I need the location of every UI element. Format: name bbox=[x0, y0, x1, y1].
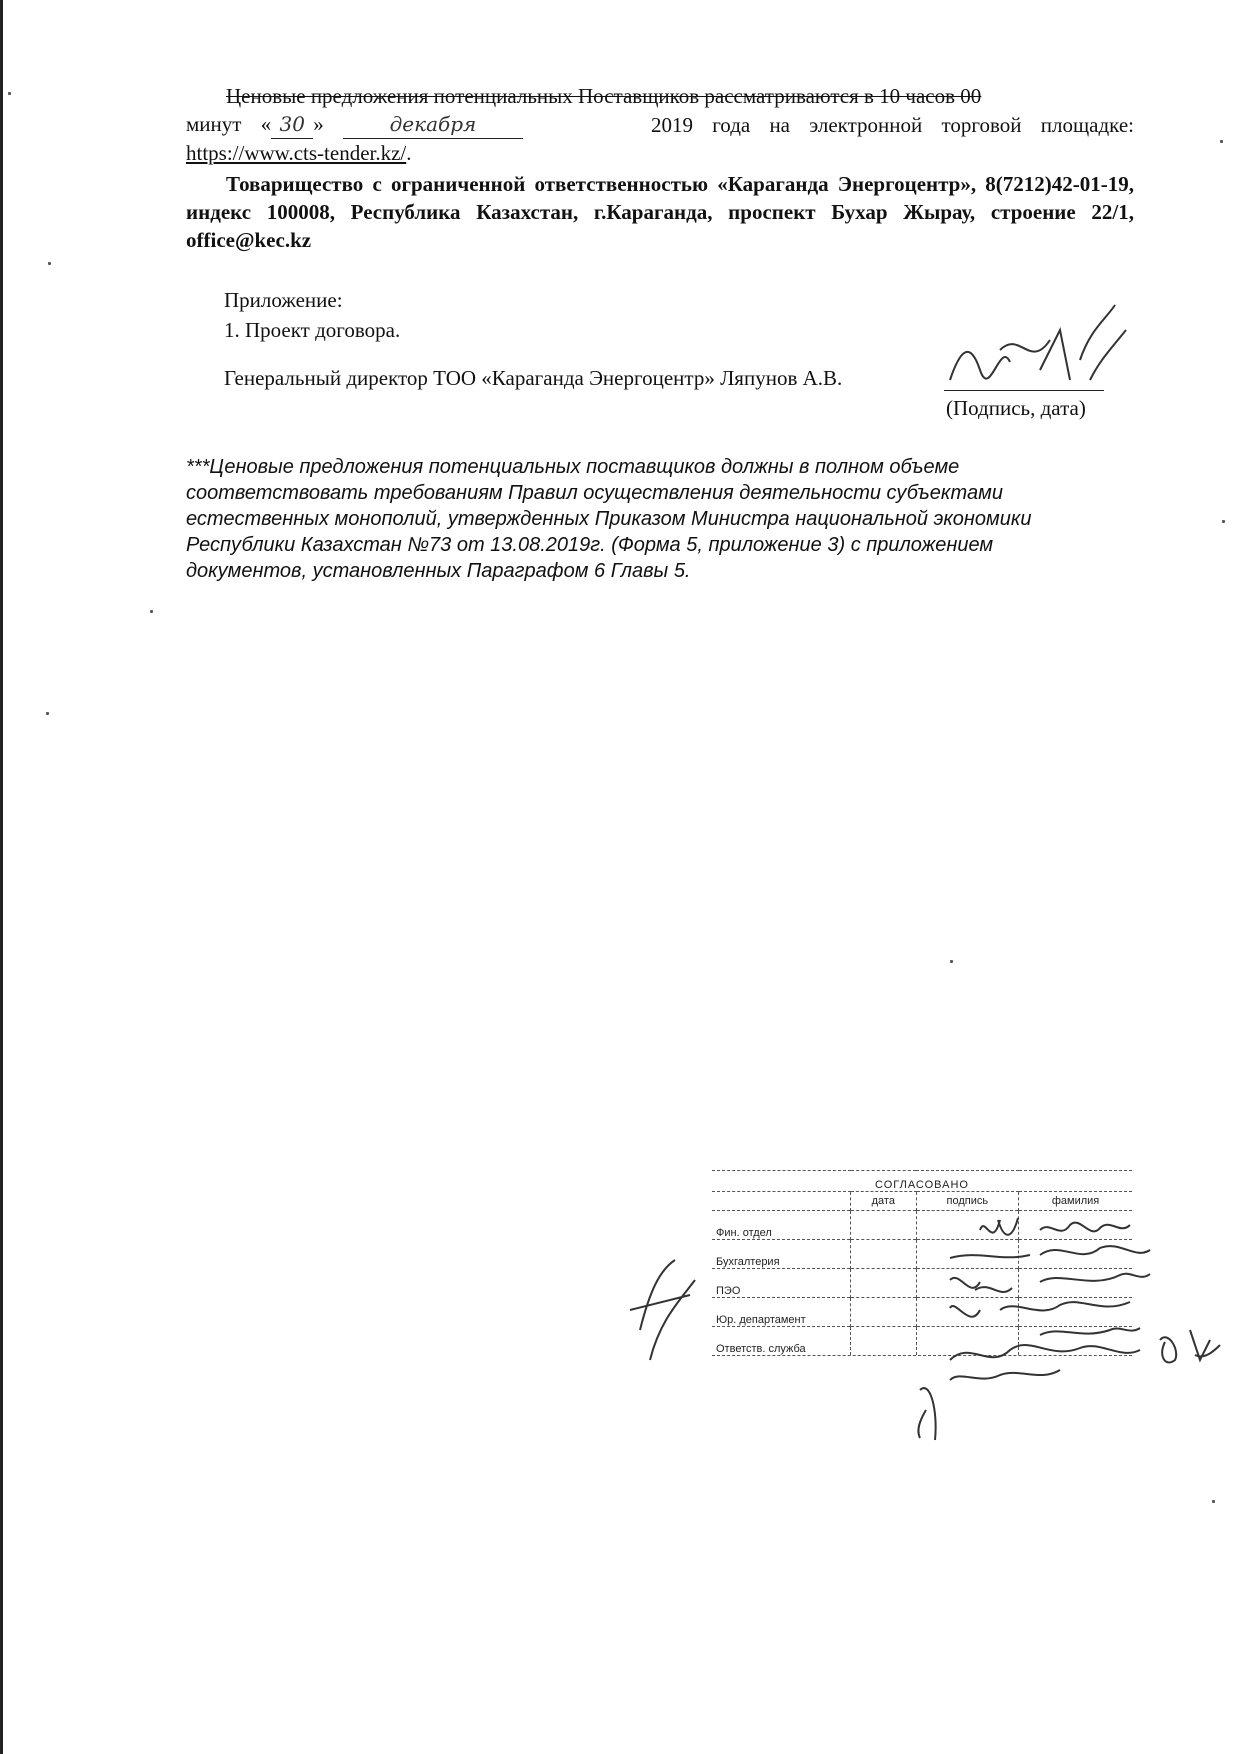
approval-row-label: Бухгалтерия bbox=[712, 1240, 851, 1269]
scan-speck bbox=[150, 610, 153, 613]
approval-title: СОГЛАСОВАНО bbox=[712, 1171, 1132, 1192]
approval-row-label: ПЭО bbox=[712, 1269, 851, 1298]
scan-speck bbox=[1222, 520, 1225, 523]
date-prefix bbox=[186, 110, 523, 139]
intro-line-1 bbox=[186, 82, 1134, 110]
organizer-paragraph: Товарищество с ограниченной ответственностью «Караганда Энергоцентр», 8(7212)42-01-19, индекс 100008, Республика Казахстан, г.Караганда, проспект Бухар Жырау, строение 22/1, office@kec.kz bbox=[186, 172, 1134, 252]
director-line: Генеральный директор ТОО «Караганда Энергоцентр» Ляпунов А.В. bbox=[224, 366, 843, 390]
scan-left-edge bbox=[0, 0, 3, 1754]
attachment-item: 1. Проект договора. bbox=[224, 318, 401, 342]
approval-header-row bbox=[712, 1192, 1132, 1211]
approval-header-cell: фамилия bbox=[1019, 1192, 1132, 1211]
intro-line-2 bbox=[186, 110, 1134, 139]
scan-speck bbox=[1212, 1500, 1215, 1503]
signature-caption: (Подпись, дата) bbox=[946, 396, 1086, 420]
date-suffix: 2019 года на электронной торговой площадке: bbox=[650, 113, 1134, 137]
approval-row-label: Ответств. служба bbox=[712, 1327, 851, 1356]
approval-header-cell: подпись bbox=[916, 1192, 1019, 1211]
intro-line-3 bbox=[186, 139, 1134, 167]
tender-link[interactable]: https://www.cts-tender.kz/ bbox=[186, 141, 407, 165]
quote-close: » bbox=[313, 112, 324, 136]
approval-header-cell bbox=[712, 1192, 851, 1211]
approval-signatures bbox=[620, 1210, 1220, 1440]
minutes-word: минут bbox=[186, 112, 242, 136]
day-handwritten: 30 bbox=[271, 110, 313, 139]
scan-speck bbox=[1220, 140, 1223, 143]
approval-row-label: Юр. департамент bbox=[712, 1298, 851, 1327]
quote-open: « bbox=[260, 112, 272, 136]
url-suffix: . bbox=[406, 141, 412, 165]
scan-speck bbox=[48, 262, 51, 265]
intro-paragraph bbox=[186, 82, 1134, 167]
scan-speck bbox=[8, 92, 11, 95]
scan-speck bbox=[46, 712, 49, 715]
approval-header-cell: дата bbox=[851, 1192, 917, 1211]
director-signature bbox=[940, 300, 1130, 396]
scan-speck bbox=[950, 960, 953, 963]
intro-line-1-text: Ценовые предложения потенциальных Поставщиков рассматриваются в 10 часов 00 bbox=[226, 84, 982, 108]
attachment-heading: Приложение: bbox=[224, 288, 343, 312]
approval-row-label: Фин. отдел bbox=[712, 1211, 851, 1240]
month-handwritten: декабря bbox=[343, 110, 523, 139]
requirements-note: ***Ценовые предложения потенциальных поставщиков должны в полном объеме соответствовать требованиям Правил осуществления деятельности субъектами естественных монополий, утвержденных Приказом Министра национальной экономики Республики Казахстан №73 от 13.08.2019г. (Форма 5, приложение 3) с приложением документов, установленных Параграфом 6 Главы 5. bbox=[186, 456, 1032, 582]
